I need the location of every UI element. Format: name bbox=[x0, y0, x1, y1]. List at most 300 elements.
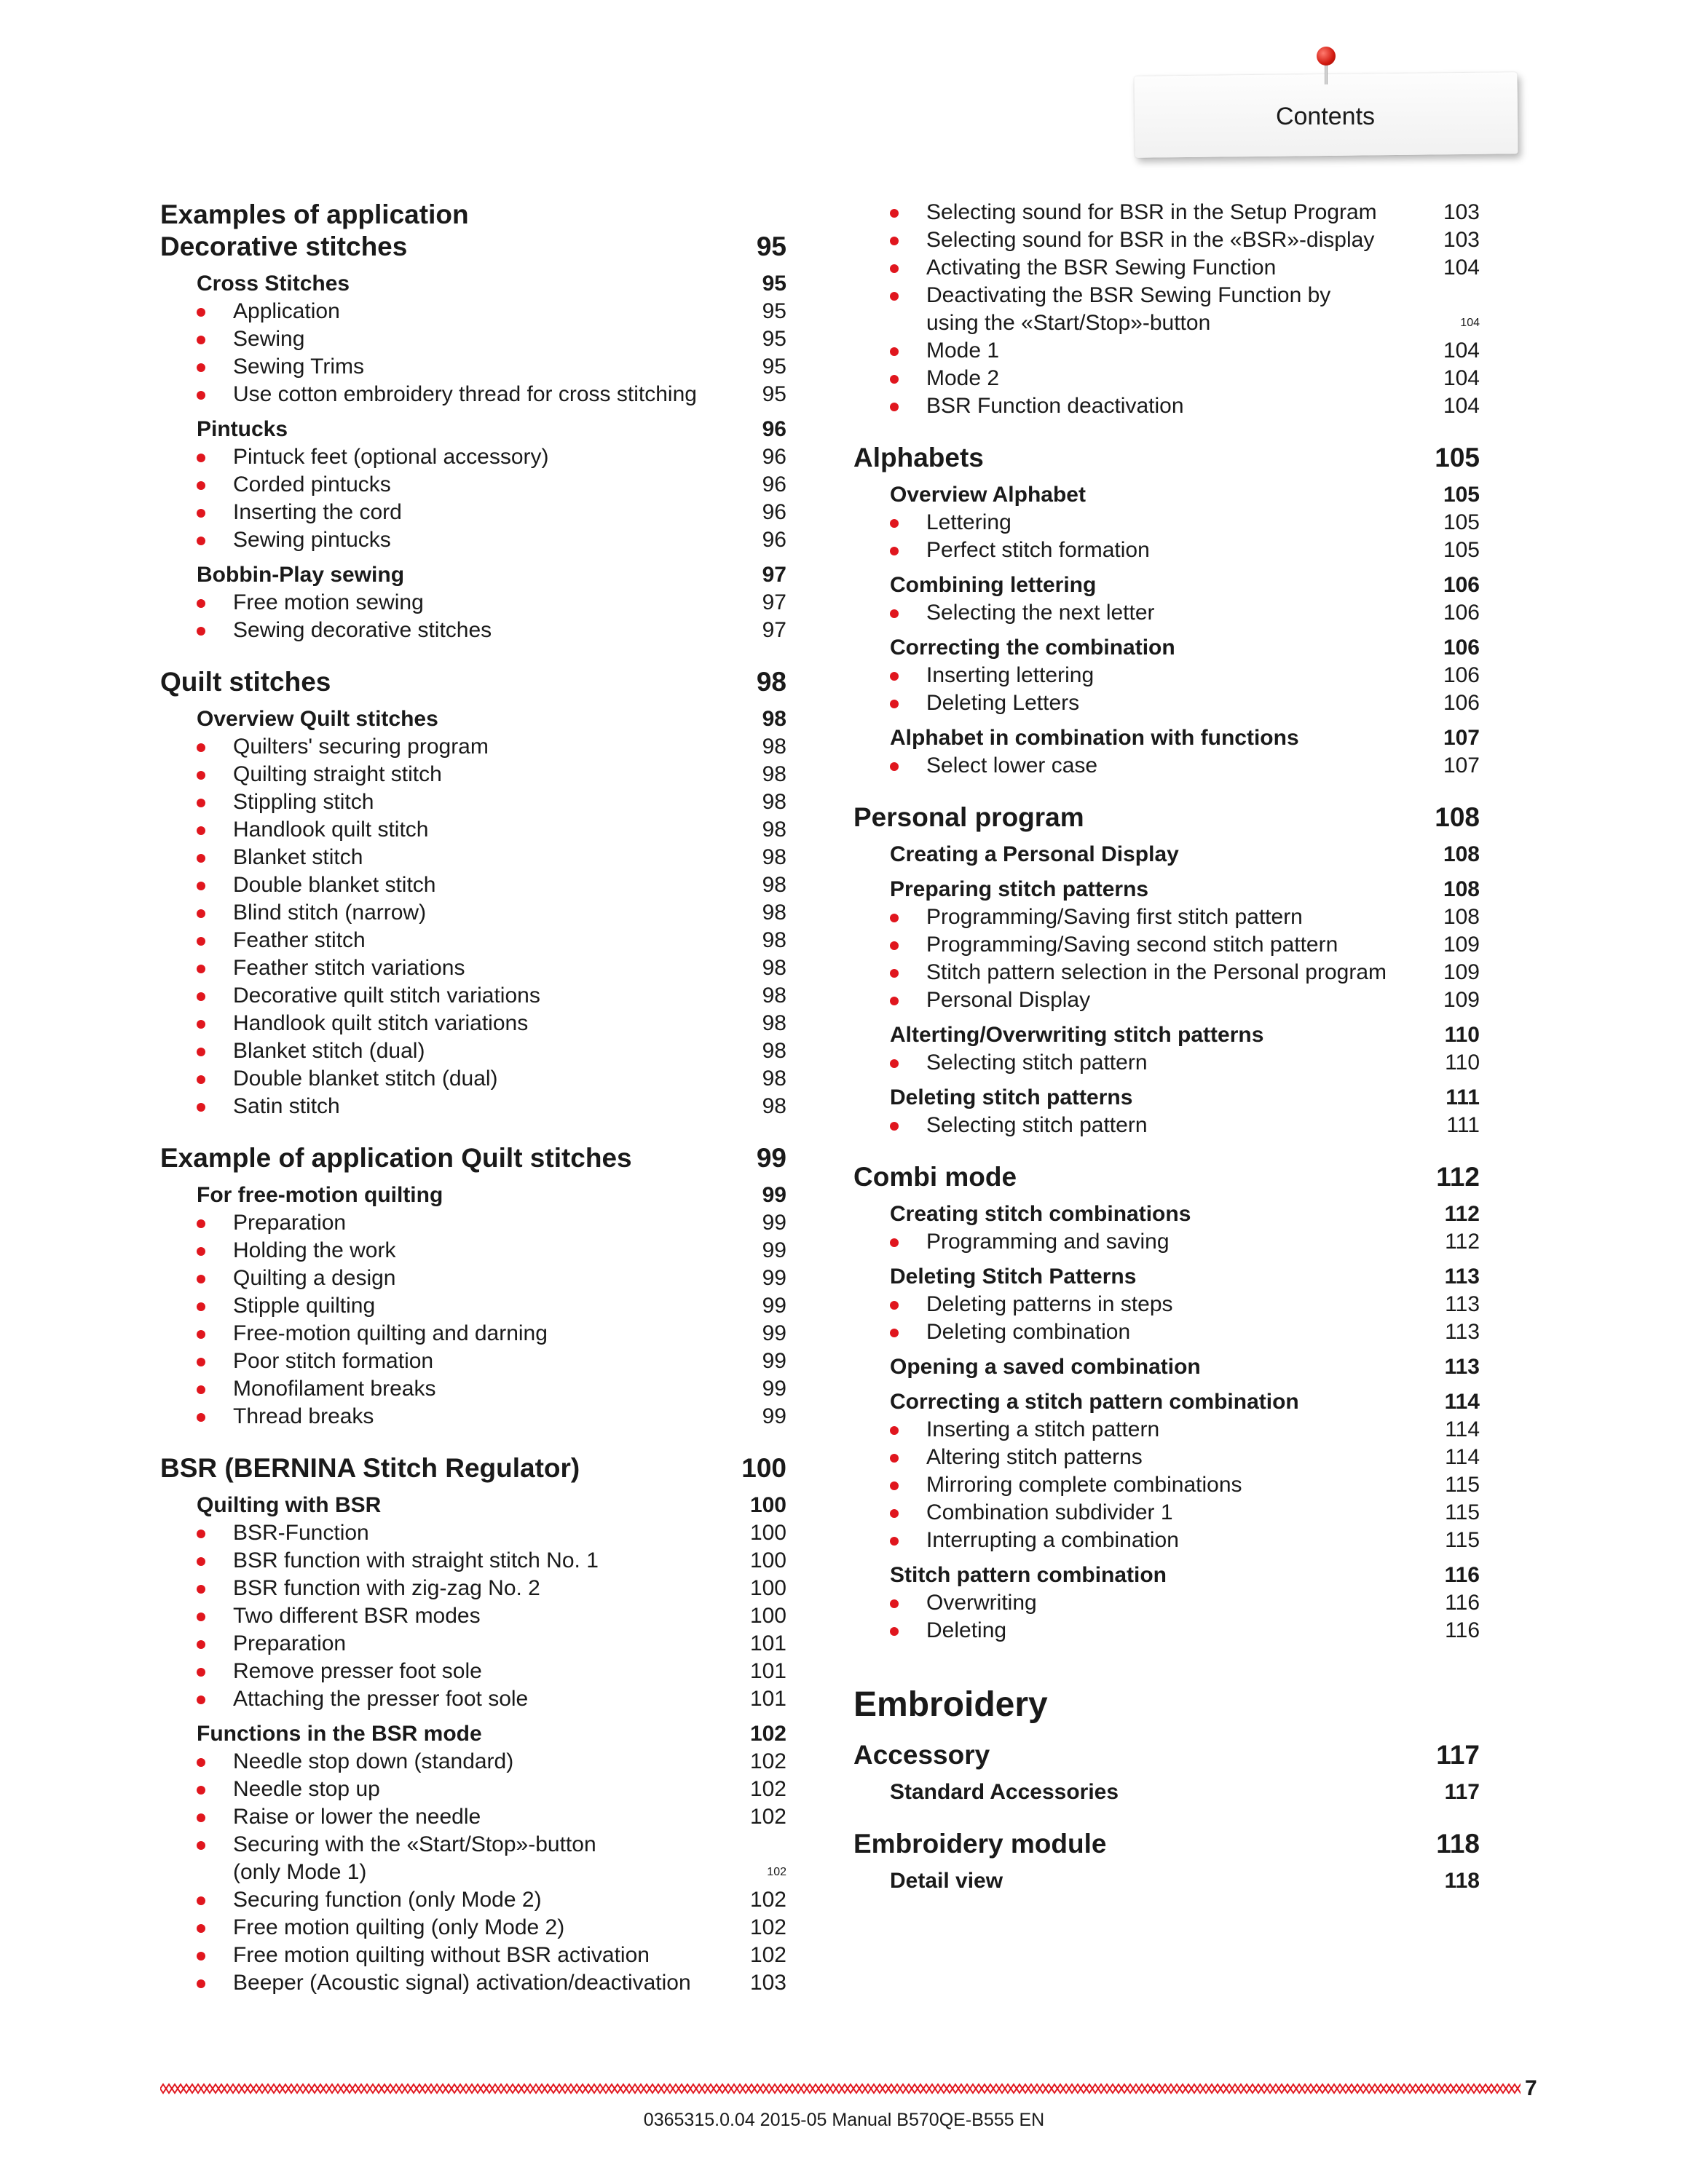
toc-entry-title: Application bbox=[233, 299, 340, 323]
toc-entry-title: Correcting a stitch pattern combination bbox=[890, 1390, 1299, 1414]
bullet-icon bbox=[890, 997, 899, 1005]
toc-entry-item[interactable] bbox=[160, 589, 786, 617]
bullet-icon bbox=[197, 1330, 205, 1339]
toc-entry-item[interactable] bbox=[853, 1589, 1480, 1617]
toc-entry-title: Mode 2 bbox=[926, 366, 1000, 390]
spacer bbox=[853, 627, 1480, 634]
spacer bbox=[853, 564, 1480, 571]
bullet-icon bbox=[890, 1426, 899, 1435]
bullet-icon bbox=[197, 1924, 205, 1933]
toc-entry-page: 99 bbox=[762, 1266, 786, 1290]
toc-entry-page: 109 bbox=[1443, 988, 1480, 1012]
bullet-icon bbox=[890, 209, 899, 218]
toc-entry-chapter[interactable] bbox=[160, 231, 786, 263]
bullet-icon bbox=[890, 1122, 899, 1131]
bullet-icon bbox=[197, 308, 205, 317]
bullet-icon bbox=[197, 1275, 205, 1283]
toc-entry-chapter[interactable] bbox=[853, 442, 1480, 474]
toc-entry-chapter[interactable] bbox=[160, 1452, 786, 1484]
toc-entry-page: 95 bbox=[762, 299, 786, 323]
toc-entry-item[interactable] bbox=[853, 392, 1480, 420]
toc-entry-title: using the «Start/Stop»-button bbox=[926, 311, 1211, 335]
toc-entry-item[interactable] bbox=[160, 1375, 786, 1403]
toc-entry-page: 104 bbox=[1443, 394, 1480, 418]
spacer bbox=[853, 1193, 1480, 1200]
toc-entry-page: 99 bbox=[762, 1404, 786, 1428]
toc-entry-chapter[interactable] bbox=[853, 802, 1480, 834]
toc-entry-item[interactable] bbox=[160, 899, 786, 927]
toc-entry-title: Selecting sound for BSR in the Setup Program bbox=[926, 200, 1377, 224]
toc-entry-section[interactable] bbox=[160, 1142, 786, 1174]
toc-entry-item[interactable] bbox=[160, 617, 786, 644]
bullet-icon bbox=[197, 1896, 205, 1905]
toc-entry-title: Mirroring complete combinations bbox=[926, 1473, 1242, 1497]
toc-entry-page: 116 bbox=[1444, 1563, 1480, 1587]
toc-entry-title: (only Mode 1) bbox=[233, 1860, 367, 1884]
toc-entry-item[interactable] bbox=[160, 1237, 786, 1265]
toc-entry-title: BSR-Function bbox=[233, 1521, 369, 1545]
toc-entry-sub[interactable] bbox=[853, 1021, 1480, 1049]
toc-entry-page: 108 bbox=[1435, 802, 1480, 832]
toc-entry-title: Correcting the combination bbox=[890, 636, 1175, 660]
toc-entry-title: Alterting/Overwriting stitch patterns bbox=[890, 1023, 1264, 1047]
toc-entry-title: Blanket stitch bbox=[233, 845, 363, 869]
toc-entry-title: Beeper (Acoustic signal) activation/deactivation bbox=[233, 1971, 691, 1995]
toc-entry-item[interactable] bbox=[853, 662, 1480, 689]
toc-entry-item[interactable] bbox=[160, 1685, 786, 1713]
toc-entry-page: 103 bbox=[1443, 228, 1480, 252]
bullet-icon bbox=[197, 1696, 205, 1704]
toc-entry-big[interactable] bbox=[853, 1685, 1480, 1725]
toc-entry-page: 98 bbox=[762, 707, 786, 731]
bullet-icon bbox=[197, 854, 205, 863]
toc-entry-item[interactable] bbox=[853, 337, 1480, 365]
toc-entry-chapter[interactable] bbox=[160, 666, 786, 698]
toc-entry-page: 106 bbox=[1443, 691, 1480, 715]
toc-entry-chapter[interactable] bbox=[853, 1161, 1480, 1193]
toc-entry-title: Mode 1 bbox=[926, 339, 1000, 363]
toc-entry-page: 99 bbox=[762, 1321, 786, 1345]
toc-entry-page: 96 bbox=[762, 500, 786, 524]
toc-entry-title: Attaching the presser foot sole bbox=[233, 1687, 529, 1711]
toc-entry-title: Decorative stitches bbox=[160, 232, 408, 261]
toc-entry-title: Double blanket stitch bbox=[233, 873, 436, 897]
toc-entry-item[interactable] bbox=[160, 1010, 786, 1037]
toc-entry-sub[interactable] bbox=[160, 705, 786, 733]
toc-entry-item[interactable] bbox=[160, 1942, 786, 1969]
toc-entry-title: Quilters' securing program bbox=[233, 735, 489, 759]
toc-entry-item[interactable] bbox=[853, 1444, 1480, 1471]
toc-entry-title: Deleting Letters bbox=[926, 691, 1080, 715]
toc-entry-page: 98 bbox=[762, 956, 786, 980]
toc-entry-page: 104 bbox=[1460, 317, 1480, 329]
bullet-icon bbox=[197, 1640, 205, 1649]
toc-entry-page: 101 bbox=[749, 1659, 786, 1683]
toc-entry-title: Preparing stitch patterns bbox=[890, 877, 1149, 901]
toc-entry-sub[interactable] bbox=[853, 634, 1480, 662]
toc-entry-page: 108 bbox=[1443, 877, 1480, 901]
toc-entry-item[interactable] bbox=[160, 443, 786, 471]
toc-entry-item[interactable] bbox=[853, 1617, 1480, 1645]
bullet-icon bbox=[197, 627, 205, 636]
bullet-icon bbox=[890, 969, 899, 978]
bullet-icon bbox=[197, 771, 205, 780]
toc-entry-title: Free motion quilting without BSR activation bbox=[233, 1943, 650, 1967]
toc-entry-sub[interactable] bbox=[853, 876, 1480, 903]
toc-entry-page: 100 bbox=[749, 1548, 786, 1572]
bullet-icon bbox=[890, 1301, 899, 1310]
toc-entry-title: Feather stitch bbox=[233, 928, 366, 952]
toc-entry-title: Lettering bbox=[926, 510, 1011, 534]
toc-entry-page: 103 bbox=[749, 1971, 786, 1995]
toc-entry-page: 102 bbox=[749, 1943, 786, 1967]
bullet-icon bbox=[890, 292, 899, 301]
toc-entry-page: 105 bbox=[1443, 510, 1480, 534]
toc-entry-item[interactable] bbox=[160, 816, 786, 844]
toc-entry-page: 100 bbox=[749, 1493, 786, 1517]
bullet-icon bbox=[197, 481, 205, 490]
toc-entry-item[interactable] bbox=[160, 871, 786, 899]
toc-entry-title: Altering stitch patterns bbox=[926, 1445, 1143, 1469]
toc-entry-item[interactable] bbox=[853, 537, 1480, 564]
bullet-icon bbox=[890, 1537, 899, 1546]
bullet-icon bbox=[890, 941, 899, 950]
toc-entry-page: 99 bbox=[762, 1238, 786, 1262]
toc-entry-sub[interactable] bbox=[853, 1200, 1480, 1228]
toc-entry-title: Deleting stitch patterns bbox=[890, 1085, 1133, 1109]
page-number: 7 bbox=[1525, 2076, 1537, 2100]
toc-entry-sub[interactable] bbox=[853, 571, 1480, 599]
toc-entry-sub[interactable] bbox=[853, 841, 1480, 869]
toc-entry-title: Raise or lower the needle bbox=[233, 1805, 481, 1829]
spacer bbox=[160, 1484, 786, 1492]
toc-entry-item[interactable] bbox=[160, 1914, 786, 1942]
toc-entry-page: 99 bbox=[762, 1211, 786, 1235]
toc-entry-item[interactable] bbox=[160, 1348, 786, 1375]
toc-entry-sub[interactable] bbox=[160, 1492, 786, 1519]
toc-entry-item[interactable] bbox=[853, 199, 1480, 226]
toc-entry-sub[interactable] bbox=[853, 724, 1480, 752]
decorative-stitch-border bbox=[160, 2082, 1521, 2095]
contents-tab-title: Contents bbox=[1275, 103, 1376, 130]
toc-entry-item[interactable] bbox=[160, 1575, 786, 1602]
toc-entry-page: 100 bbox=[749, 1521, 786, 1545]
toc-entry-title: Quilting straight stitch bbox=[233, 762, 442, 786]
toc-entry-page: 106 bbox=[1443, 573, 1480, 597]
toc-entry-page: 102 bbox=[749, 1777, 786, 1801]
toc-entry-item[interactable] bbox=[160, 353, 786, 381]
toc-entry-item[interactable] bbox=[853, 1471, 1480, 1499]
toc-entry-page: 114 bbox=[1445, 1445, 1480, 1469]
toc-entry-item[interactable] bbox=[160, 1292, 786, 1320]
toc-entry-item[interactable] bbox=[853, 1049, 1480, 1077]
toc-entry-page: 116 bbox=[1445, 1618, 1480, 1642]
toc-entry-page: 98 bbox=[762, 735, 786, 759]
toc-entry-page: 104 bbox=[1443, 339, 1480, 363]
toc-entry-cont[interactable] bbox=[160, 1859, 786, 1886]
toc-entry-item[interactable] bbox=[160, 1093, 786, 1120]
spacer bbox=[853, 1860, 1480, 1867]
toc-entry-item[interactable] bbox=[160, 1547, 786, 1575]
toc-entry-page: 107 bbox=[1443, 726, 1480, 750]
toc-entry-title: Sewing pintucks bbox=[233, 528, 391, 552]
toc-entry-page: 98 bbox=[762, 901, 786, 925]
toc-entry-item[interactable] bbox=[160, 1748, 786, 1776]
bullet-icon bbox=[890, 1454, 899, 1463]
toc-entry-item[interactable] bbox=[160, 526, 786, 554]
spacer bbox=[853, 869, 1480, 876]
spacer bbox=[160, 698, 786, 705]
toc-entry-title: Selecting stitch pattern bbox=[926, 1113, 1148, 1137]
toc-entry-item[interactable] bbox=[853, 509, 1480, 537]
toc-entry-item[interactable] bbox=[853, 599, 1480, 627]
bullet-icon bbox=[197, 1585, 205, 1594]
toc-entry-title: Overview Quilt stitches bbox=[197, 707, 438, 731]
toc-entry-item[interactable] bbox=[853, 254, 1480, 282]
toc-entry-item[interactable] bbox=[160, 1831, 786, 1859]
bullet-icon bbox=[197, 882, 205, 890]
toc-entry-sub[interactable] bbox=[853, 1388, 1480, 1416]
toc-entry-page: 113 bbox=[1445, 1320, 1480, 1344]
toc-entry-title: Two different BSR modes bbox=[233, 1604, 481, 1628]
toc-entry-page: 117 bbox=[1444, 1780, 1480, 1804]
bullet-icon bbox=[197, 1302, 205, 1311]
spacer bbox=[160, 408, 786, 416]
bullet-icon bbox=[197, 1786, 205, 1795]
toc-entry-title: Sewing decorative stitches bbox=[233, 618, 492, 642]
toc-entry-title: Deleting bbox=[926, 1618, 1007, 1642]
toc-entry-item[interactable] bbox=[160, 1602, 786, 1630]
toc-entry-title: Blanket stitch (dual) bbox=[233, 1039, 425, 1063]
toc-entry-item[interactable] bbox=[853, 1527, 1480, 1554]
toc-entry-item[interactable] bbox=[160, 1037, 786, 1065]
toc-entry-item[interactable] bbox=[160, 499, 786, 526]
toc-entry-page: 101 bbox=[749, 1687, 786, 1711]
toc-entry-page: 111 bbox=[1446, 1113, 1480, 1137]
bullet-icon bbox=[197, 1758, 205, 1767]
toc-entry-item[interactable] bbox=[160, 954, 786, 982]
toc-entry-sub[interactable] bbox=[853, 1263, 1480, 1291]
pin-needle bbox=[1325, 63, 1328, 84]
toc-entry-item[interactable] bbox=[160, 298, 786, 325]
toc-entry-title: Quilt stitches bbox=[160, 667, 331, 697]
toc-entry-page: 98 bbox=[756, 667, 786, 697]
toc-entry-title: Free-motion quilting and darning bbox=[233, 1321, 548, 1345]
toc-entry-page: 95 bbox=[762, 272, 786, 296]
toc-entry-sub[interactable] bbox=[853, 1084, 1480, 1112]
toc-entry-item[interactable] bbox=[160, 1209, 786, 1237]
toc-entry-title: Deleting Stitch Patterns bbox=[890, 1265, 1137, 1289]
toc-entry-page: 102 bbox=[749, 1888, 786, 1912]
toc-entry-title: Programming/Saving second stitch pattern bbox=[926, 933, 1338, 957]
toc-entry-item[interactable] bbox=[853, 282, 1480, 309]
toc-entry-title: Feather stitch variations bbox=[233, 956, 465, 980]
bullet-icon bbox=[197, 599, 205, 608]
toc-entry-item[interactable] bbox=[160, 381, 786, 408]
toc-entry-item[interactable] bbox=[160, 1630, 786, 1658]
toc-entry-item[interactable] bbox=[160, 1776, 786, 1803]
toc-entry-page: 102 bbox=[749, 1749, 786, 1773]
toc-entry-item[interactable] bbox=[160, 471, 786, 499]
spacer bbox=[853, 1256, 1480, 1263]
toc-entry-page: 98 bbox=[762, 928, 786, 952]
bullet-icon bbox=[197, 992, 205, 1001]
toc-entry-title: Personal program bbox=[853, 802, 1084, 832]
bullet-icon bbox=[890, 1509, 899, 1518]
toc-entry-item[interactable] bbox=[160, 1320, 786, 1348]
spacer bbox=[160, 644, 786, 666]
spacer bbox=[160, 554, 786, 561]
toc-entry-page: 114 bbox=[1444, 1390, 1480, 1414]
toc-entry-page: 98 bbox=[762, 845, 786, 869]
toc-entry-item[interactable] bbox=[160, 325, 786, 353]
toc-entry-page: 102 bbox=[749, 1915, 786, 1939]
toc-entry-page: 109 bbox=[1443, 933, 1480, 957]
bullet-icon bbox=[890, 672, 899, 681]
toc-entry-sub[interactable] bbox=[160, 1720, 786, 1748]
toc-entry-item[interactable] bbox=[160, 1265, 786, 1292]
toc-entry-page: 98 bbox=[762, 790, 786, 814]
toc-entry-title: Preparation bbox=[233, 1631, 347, 1655]
bullet-icon bbox=[197, 965, 205, 973]
toc-entry-item[interactable] bbox=[160, 761, 786, 788]
toc-entry-page: 111 bbox=[1446, 1085, 1480, 1109]
toc-entry-item[interactable] bbox=[160, 982, 786, 1010]
toc-entry-title: Personal Display bbox=[926, 988, 1091, 1012]
toc-entry-item[interactable] bbox=[160, 788, 786, 816]
toc-entry-page: 106 bbox=[1443, 663, 1480, 687]
bullet-icon bbox=[197, 509, 205, 518]
toc-entry-item[interactable] bbox=[160, 844, 786, 871]
toc-entry-page: 108 bbox=[1443, 905, 1480, 929]
toc-entry-title: Double blanket stitch (dual) bbox=[233, 1067, 498, 1091]
toc-entry-sub[interactable] bbox=[853, 1779, 1480, 1806]
toc-entry-chapter[interactable] bbox=[160, 199, 786, 231]
toc-entry-title: Selecting sound for BSR in the «BSR»-display bbox=[926, 228, 1375, 252]
toc-entry-title: Quilting a design bbox=[233, 1266, 396, 1290]
toc-entry-sub[interactable] bbox=[160, 270, 786, 298]
spacer bbox=[853, 1014, 1480, 1021]
toc-entry-title: Inserting the cord bbox=[233, 500, 402, 524]
toc-entry-title: Preparation bbox=[233, 1211, 347, 1235]
bullet-icon bbox=[197, 391, 205, 400]
toc-entry-page: 102 bbox=[749, 1722, 786, 1746]
toc-entry-page: 103 bbox=[1443, 200, 1480, 224]
bullet-icon bbox=[197, 1952, 205, 1961]
toc-entry-sub[interactable] bbox=[853, 1867, 1480, 1895]
toc-entry-item[interactable] bbox=[853, 689, 1480, 717]
toc-entry-page: 95 bbox=[762, 327, 786, 351]
toc-entry-item[interactable] bbox=[853, 365, 1480, 392]
toc-entry-item[interactable] bbox=[160, 733, 786, 761]
bullet-icon bbox=[197, 799, 205, 807]
toc-entry-page: 115 bbox=[1445, 1473, 1480, 1497]
toc-entry-sub[interactable] bbox=[853, 481, 1480, 509]
toc-entry-chapter[interactable] bbox=[853, 1739, 1480, 1771]
toc-entry-page: 113 bbox=[1444, 1265, 1480, 1289]
toc-entry-item[interactable] bbox=[160, 1519, 786, 1547]
bullet-icon bbox=[197, 1103, 205, 1112]
toc-entry-item[interactable] bbox=[853, 1228, 1480, 1256]
toc-entry-title: Free motion sewing bbox=[233, 590, 424, 614]
toc-entry-title: Alphabet in combination with functions bbox=[890, 726, 1299, 750]
toc-entry-item[interactable] bbox=[853, 903, 1480, 931]
toc-entry-sub[interactable] bbox=[160, 416, 786, 443]
toc-entry-sub[interactable] bbox=[853, 1353, 1480, 1381]
toc-entry-page: 95 bbox=[762, 382, 786, 406]
toc-entry-item[interactable] bbox=[160, 1886, 786, 1914]
toc-entry-cont[interactable] bbox=[853, 309, 1480, 337]
spacer bbox=[853, 1771, 1480, 1779]
spacer bbox=[853, 1554, 1480, 1562]
toc-entry-page: 110 bbox=[1445, 1051, 1480, 1075]
toc-entry-page: 98 bbox=[762, 1011, 786, 1035]
bullet-icon bbox=[197, 1530, 205, 1538]
toc-entry-page: 113 bbox=[1445, 1292, 1480, 1316]
toc-entry-title: Combining lettering bbox=[890, 573, 1097, 597]
spacer bbox=[853, 1645, 1480, 1685]
toc-entry-title: Programming/Saving first stitch pattern bbox=[926, 905, 1303, 929]
toc-entry-chapter[interactable] bbox=[853, 1828, 1480, 1860]
toc-entry-sub[interactable] bbox=[853, 1562, 1480, 1589]
toc-entry-sub[interactable] bbox=[160, 561, 786, 589]
bullet-icon bbox=[197, 1075, 205, 1084]
toc-entry-title: Pintuck feet (optional accessory) bbox=[233, 445, 549, 469]
bullet-icon bbox=[890, 1481, 899, 1490]
toc-entry-page: 112 bbox=[1445, 1230, 1480, 1254]
bullet-icon bbox=[197, 1557, 205, 1566]
toc-entry-page: 104 bbox=[1443, 366, 1480, 390]
toc-entry-item[interactable] bbox=[853, 1416, 1480, 1444]
toc-entry-title: Monofilament breaks bbox=[233, 1377, 436, 1401]
document-id: 0365315.0.04 2015-05 Manual B570QE-B555 EN bbox=[643, 2110, 1045, 2130]
toc-entry-page: 99 bbox=[762, 1294, 786, 1318]
toc-entry-item[interactable] bbox=[853, 1318, 1480, 1346]
bullet-icon bbox=[197, 1979, 205, 1988]
toc-entry-item[interactable] bbox=[853, 752, 1480, 780]
toc-entry-item[interactable] bbox=[853, 959, 1480, 986]
toc-entry-title: Programming and saving bbox=[926, 1230, 1170, 1254]
toc-entry-item[interactable] bbox=[853, 931, 1480, 959]
toc-entry-item[interactable] bbox=[160, 1403, 786, 1431]
toc-entry-page: 97 bbox=[762, 563, 786, 587]
toc-entry-item[interactable] bbox=[160, 1065, 786, 1093]
toc-entry-item[interactable] bbox=[160, 1803, 786, 1831]
bullet-icon bbox=[197, 1841, 205, 1850]
toc-entry-item[interactable] bbox=[853, 226, 1480, 254]
toc-entry-title: Example of application Quilt stitches bbox=[160, 1143, 632, 1173]
toc-entry-title: Needle stop up bbox=[233, 1777, 380, 1801]
toc-entry-item[interactable] bbox=[853, 1499, 1480, 1527]
toc-entry-sub[interactable] bbox=[160, 1182, 786, 1209]
toc-entry-item[interactable] bbox=[853, 1291, 1480, 1318]
toc-entry-item[interactable] bbox=[853, 1112, 1480, 1139]
toc-entry-item[interactable] bbox=[160, 1658, 786, 1685]
bullet-icon bbox=[197, 1613, 205, 1621]
toc-entry-title: For free-motion quilting bbox=[197, 1183, 443, 1207]
bullet-icon bbox=[197, 826, 205, 835]
toc-entry-page: 97 bbox=[762, 618, 786, 642]
toc-entry-title: Deleting patterns in steps bbox=[926, 1292, 1173, 1316]
toc-entry-item[interactable] bbox=[160, 1969, 786, 1997]
toc-entry-title: Thread breaks bbox=[233, 1404, 374, 1428]
toc-entry-title: Alphabets bbox=[853, 443, 984, 472]
toc-entry-item[interactable] bbox=[160, 927, 786, 954]
bullet-icon bbox=[197, 1385, 205, 1394]
toc-entry-page: 100 bbox=[749, 1576, 786, 1600]
bullet-icon bbox=[197, 1048, 205, 1056]
toc-entry-item[interactable] bbox=[853, 986, 1480, 1014]
